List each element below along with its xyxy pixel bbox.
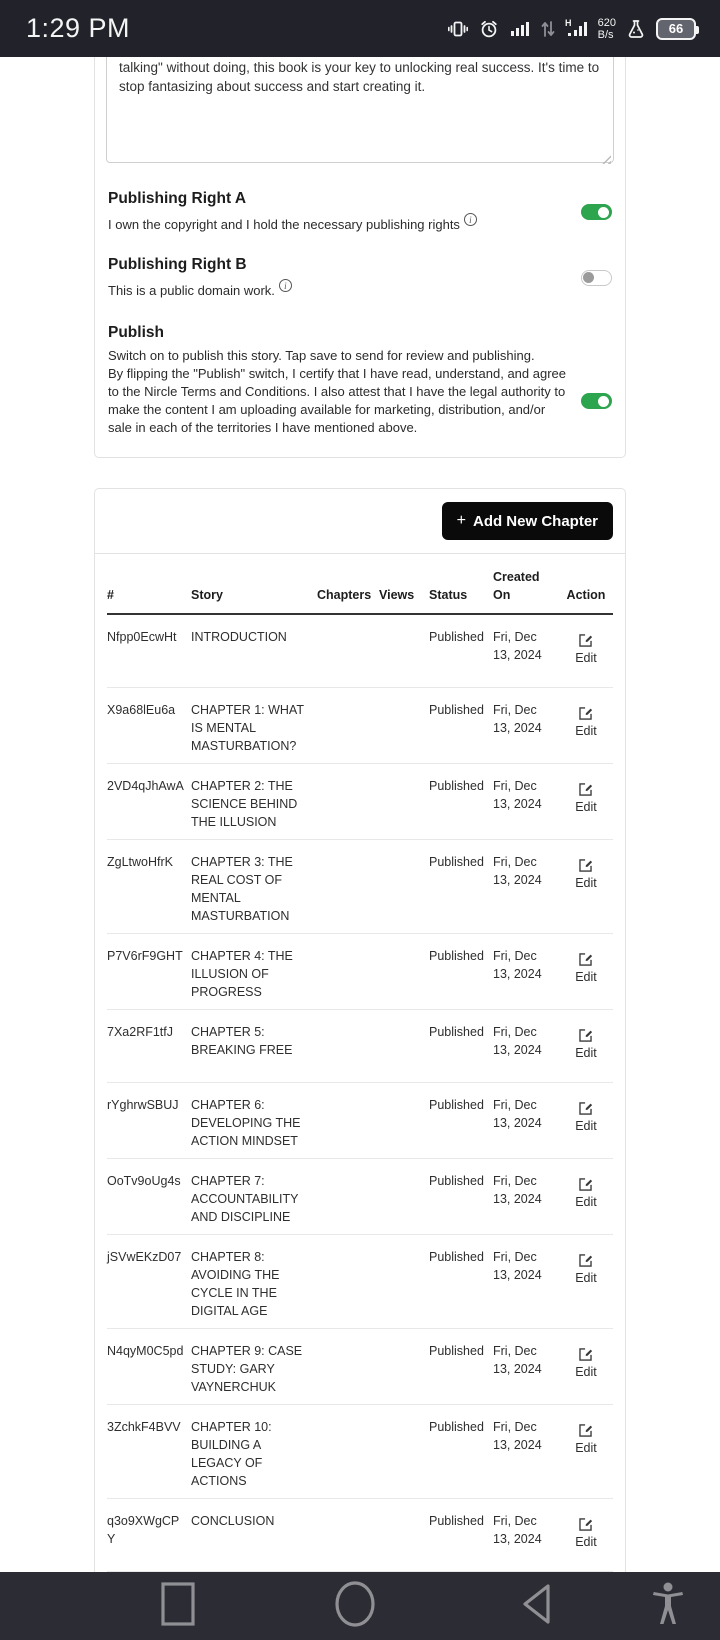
chapter-story-title: CONCLUSION: [191, 1514, 275, 1528]
chapter-status: Published: [429, 1344, 484, 1358]
edit-icon: [577, 1100, 594, 1117]
publishing-settings-card: [94, 16, 626, 458]
publish-instruction: Switch on to publish this story. Tap save to send for review and publishing.: [108, 348, 535, 363]
publish-title: Publish: [108, 324, 164, 341]
edit-label: Edit: [575, 876, 597, 890]
chapter-created-on: Fri, Dec 13, 2024: [493, 779, 542, 811]
header-action: Action: [566, 588, 606, 602]
publishing-right-a-description: I own the copyright and I hold the necessary publishing rights i: [108, 213, 477, 234]
edit-label: Edit: [575, 1046, 597, 1060]
chapter-status: Published: [429, 1514, 484, 1528]
accessibility-button[interactable]: [651, 1580, 685, 1633]
chapter-story-title: CHAPTER 4: THE ILLUSION OF PROGRESS: [191, 949, 293, 999]
lab-flask-icon: [625, 18, 647, 40]
publishing-right-a-row: [106, 190, 614, 234]
chapters-table: [95, 554, 625, 1602]
status-bar: [0, 0, 720, 57]
info-icon[interactable]: i: [464, 213, 477, 226]
accessibility-person-icon: [651, 1580, 685, 1628]
edit-button[interactable]: [575, 1023, 597, 1062]
edit-icon: [577, 1252, 594, 1269]
chapter-status: Published: [429, 1098, 484, 1112]
edit-label: Edit: [575, 651, 597, 665]
table-row: [107, 1499, 613, 1572]
edit-button[interactable]: [575, 1342, 597, 1381]
publish-certification-text: By flipping the "Publish" switch, I certify that I have read, understand, and agree to the Nircle Terms and Conditions. I also attest that I have the legal authority to make the content I am uploading available for marketing, distribution, and/or sale in each of the territories I have mentioned above.: [108, 366, 566, 435]
edit-icon: [577, 705, 594, 722]
edit-label: Edit: [575, 1119, 597, 1133]
back-triangle-icon: [519, 1581, 555, 1627]
info-icon[interactable]: i: [279, 279, 292, 292]
edit-label: Edit: [575, 970, 597, 984]
edit-icon: [577, 781, 594, 798]
table-row: [107, 934, 613, 1010]
table-header-row: [107, 554, 613, 615]
recents-square-icon: [159, 1580, 197, 1628]
edit-button[interactable]: [575, 1096, 597, 1135]
table-row: [107, 1083, 613, 1159]
chapter-status: Published: [429, 1025, 484, 1039]
chapter-story-title: CHAPTER 3: THE REAL COST OF MENTAL MASTURBATION: [191, 855, 293, 923]
h-signal-icon: [565, 18, 589, 40]
chapter-story-title: CHAPTER 6: DEVELOPING THE ACTION MINDSET: [191, 1098, 301, 1148]
publishing-right-a-title: Publishing Right A: [108, 190, 247, 207]
chapter-id: rYghrwSBUJ: [107, 1098, 179, 1112]
header-views: Views: [379, 588, 415, 602]
edit-label: Edit: [575, 1365, 597, 1379]
chapter-story-title: CHAPTER 1: WHAT IS MENTAL MASTURBATION?: [191, 703, 304, 753]
home-circle-icon: [333, 1579, 377, 1629]
chapters-card: [94, 488, 626, 1603]
chapter-story-title: CHAPTER 9: CASE STUDY: GARY VAYNERCHUK: [191, 1344, 303, 1394]
edit-button[interactable]: [575, 853, 597, 892]
chapter-id: 3ZchkF4BVV: [107, 1420, 181, 1434]
edit-label: Edit: [575, 1441, 597, 1455]
chapter-id: q3o9XWgCPY: [107, 1514, 180, 1546]
edit-icon: [577, 857, 594, 874]
header-created-on: Created On: [493, 570, 540, 602]
chapter-story-title: INTRODUCTION: [191, 630, 287, 644]
chapter-status: Published: [429, 855, 484, 869]
clock: 1:29 PM: [26, 13, 131, 43]
header-chapters: Chapters: [317, 588, 372, 602]
chapter-status: Published: [429, 949, 484, 963]
table-row: [107, 764, 613, 840]
publishing-right-b-toggle[interactable]: [581, 270, 612, 286]
table-row: [107, 688, 613, 764]
android-nav-bar: [0, 1572, 720, 1640]
data-arrows-icon: [540, 18, 556, 40]
chapter-status: Published: [429, 1250, 484, 1264]
chapter-story-title: CHAPTER 7: ACCOUNTABILITY AND DISCIPLINE: [191, 1174, 299, 1224]
chapter-id: N4qyM0C5pd: [107, 1344, 184, 1358]
edit-icon: [577, 1516, 594, 1533]
edit-icon: [577, 1027, 594, 1044]
chapter-story-title: CHAPTER 8: AVOIDING THE CYCLE IN THE DIGITAL AGE: [191, 1250, 280, 1318]
chapter-created-on: Fri, Dec 13, 2024: [493, 1025, 542, 1057]
edit-icon: [577, 1346, 594, 1363]
header-id: #: [107, 588, 114, 602]
network-speed-value: 620: [597, 16, 616, 29]
edit-button[interactable]: [575, 1172, 597, 1211]
chapter-id: OoTv9oUg4s: [107, 1174, 181, 1188]
edit-button[interactable]: [575, 628, 597, 667]
chapter-story-title: CHAPTER 2: THE SCIENCE BEHIND THE ILLUSION: [191, 779, 298, 829]
chapter-id: jSVwEKzD07: [107, 1250, 182, 1264]
publish-toggle[interactable]: [581, 393, 612, 409]
edit-label: Edit: [575, 800, 597, 814]
chapter-created-on: Fri, Dec 13, 2024: [493, 1420, 542, 1452]
chapter-created-on: Fri, Dec 13, 2024: [493, 630, 542, 662]
vibrate-icon: [447, 18, 469, 40]
publishing-right-b-description: This is a public domain work. i: [108, 279, 292, 300]
home-button[interactable]: [333, 1579, 377, 1634]
edit-button[interactable]: [575, 1248, 597, 1287]
publishing-right-b-row: [106, 256, 614, 300]
table-row: [107, 840, 613, 934]
chapter-created-on: Fri, Dec 13, 2024: [493, 703, 542, 735]
chapter-id: Nfpp0EcwHt: [107, 630, 177, 644]
chapter-created-on: Fri, Dec 13, 2024: [493, 1174, 542, 1206]
chapter-created-on: Fri, Dec 13, 2024: [493, 855, 542, 887]
publishing-right-a-toggle[interactable]: [581, 204, 612, 220]
chapter-story-title: CHAPTER 5: BREAKING FREE: [191, 1025, 293, 1057]
chapter-story-title: CHAPTER 10: BUILDING A LEGACY OF ACTIONS: [191, 1420, 272, 1488]
chapter-created-on: Fri, Dec 13, 2024: [493, 1344, 542, 1376]
chapter-id: 2VD4qJhAwA: [107, 779, 184, 793]
back-button[interactable]: [519, 1581, 555, 1632]
edit-label: Edit: [575, 1195, 597, 1209]
header-story: Story: [191, 588, 223, 602]
edit-label: Edit: [575, 1271, 597, 1285]
signal-icon: [509, 19, 531, 39]
edit-button[interactable]: [575, 1418, 597, 1457]
alarm-icon: [478, 18, 500, 40]
edit-button[interactable]: [575, 777, 597, 816]
edit-icon: [577, 1422, 594, 1439]
edit-label: Edit: [575, 1535, 597, 1549]
table-row: [107, 1159, 613, 1235]
chapter-status: Published: [429, 630, 484, 644]
battery-level: 66: [668, 21, 684, 36]
battery-icon: [656, 18, 696, 40]
chapter-id: 7Xa2RF1tfJ: [107, 1025, 174, 1039]
table-row: [107, 1405, 613, 1499]
publish-section: [106, 324, 614, 437]
chapter-created-on: Fri, Dec 13, 2024: [493, 1250, 542, 1282]
chapter-created-on: Fri, Dec 13, 2024: [493, 949, 542, 981]
chapter-id: X9a68lEu6a: [107, 703, 176, 717]
chapter-id: P7V6rF9GHT: [107, 949, 183, 963]
chapter-status: Published: [429, 703, 484, 717]
plus-icon: +: [456, 512, 466, 529]
recents-button[interactable]: [159, 1580, 197, 1633]
header-status: Status: [429, 588, 468, 602]
table-row: [107, 1235, 613, 1329]
edit-button[interactable]: [575, 701, 597, 740]
chapter-id: ZgLtwoHfrK: [107, 855, 173, 869]
edit-button[interactable]: [575, 1512, 597, 1551]
table-row: [107, 1329, 613, 1405]
svg-text:H: H: [564, 17, 572, 28]
table-row: [107, 1010, 613, 1083]
edit-icon: [577, 1176, 594, 1193]
chapter-status: Published: [429, 1420, 484, 1434]
edit-label: Edit: [575, 724, 597, 738]
chapter-status: Published: [429, 779, 484, 793]
chapter-created-on: Fri, Dec 13, 2024: [493, 1098, 542, 1130]
edit-button[interactable]: [575, 947, 597, 986]
network-speed-unit: B/s: [597, 28, 614, 41]
table-row: [107, 615, 613, 688]
publishing-right-b-title: Publishing Right B: [108, 256, 247, 273]
edit-icon: [577, 951, 594, 968]
edit-icon: [577, 632, 594, 649]
chapter-status: Published: [429, 1174, 484, 1188]
chapter-created-on: Fri, Dec 13, 2024: [493, 1514, 542, 1546]
add-new-chapter-button[interactable]: + Add New Chapter: [442, 502, 613, 540]
network-speed: [598, 17, 616, 41]
